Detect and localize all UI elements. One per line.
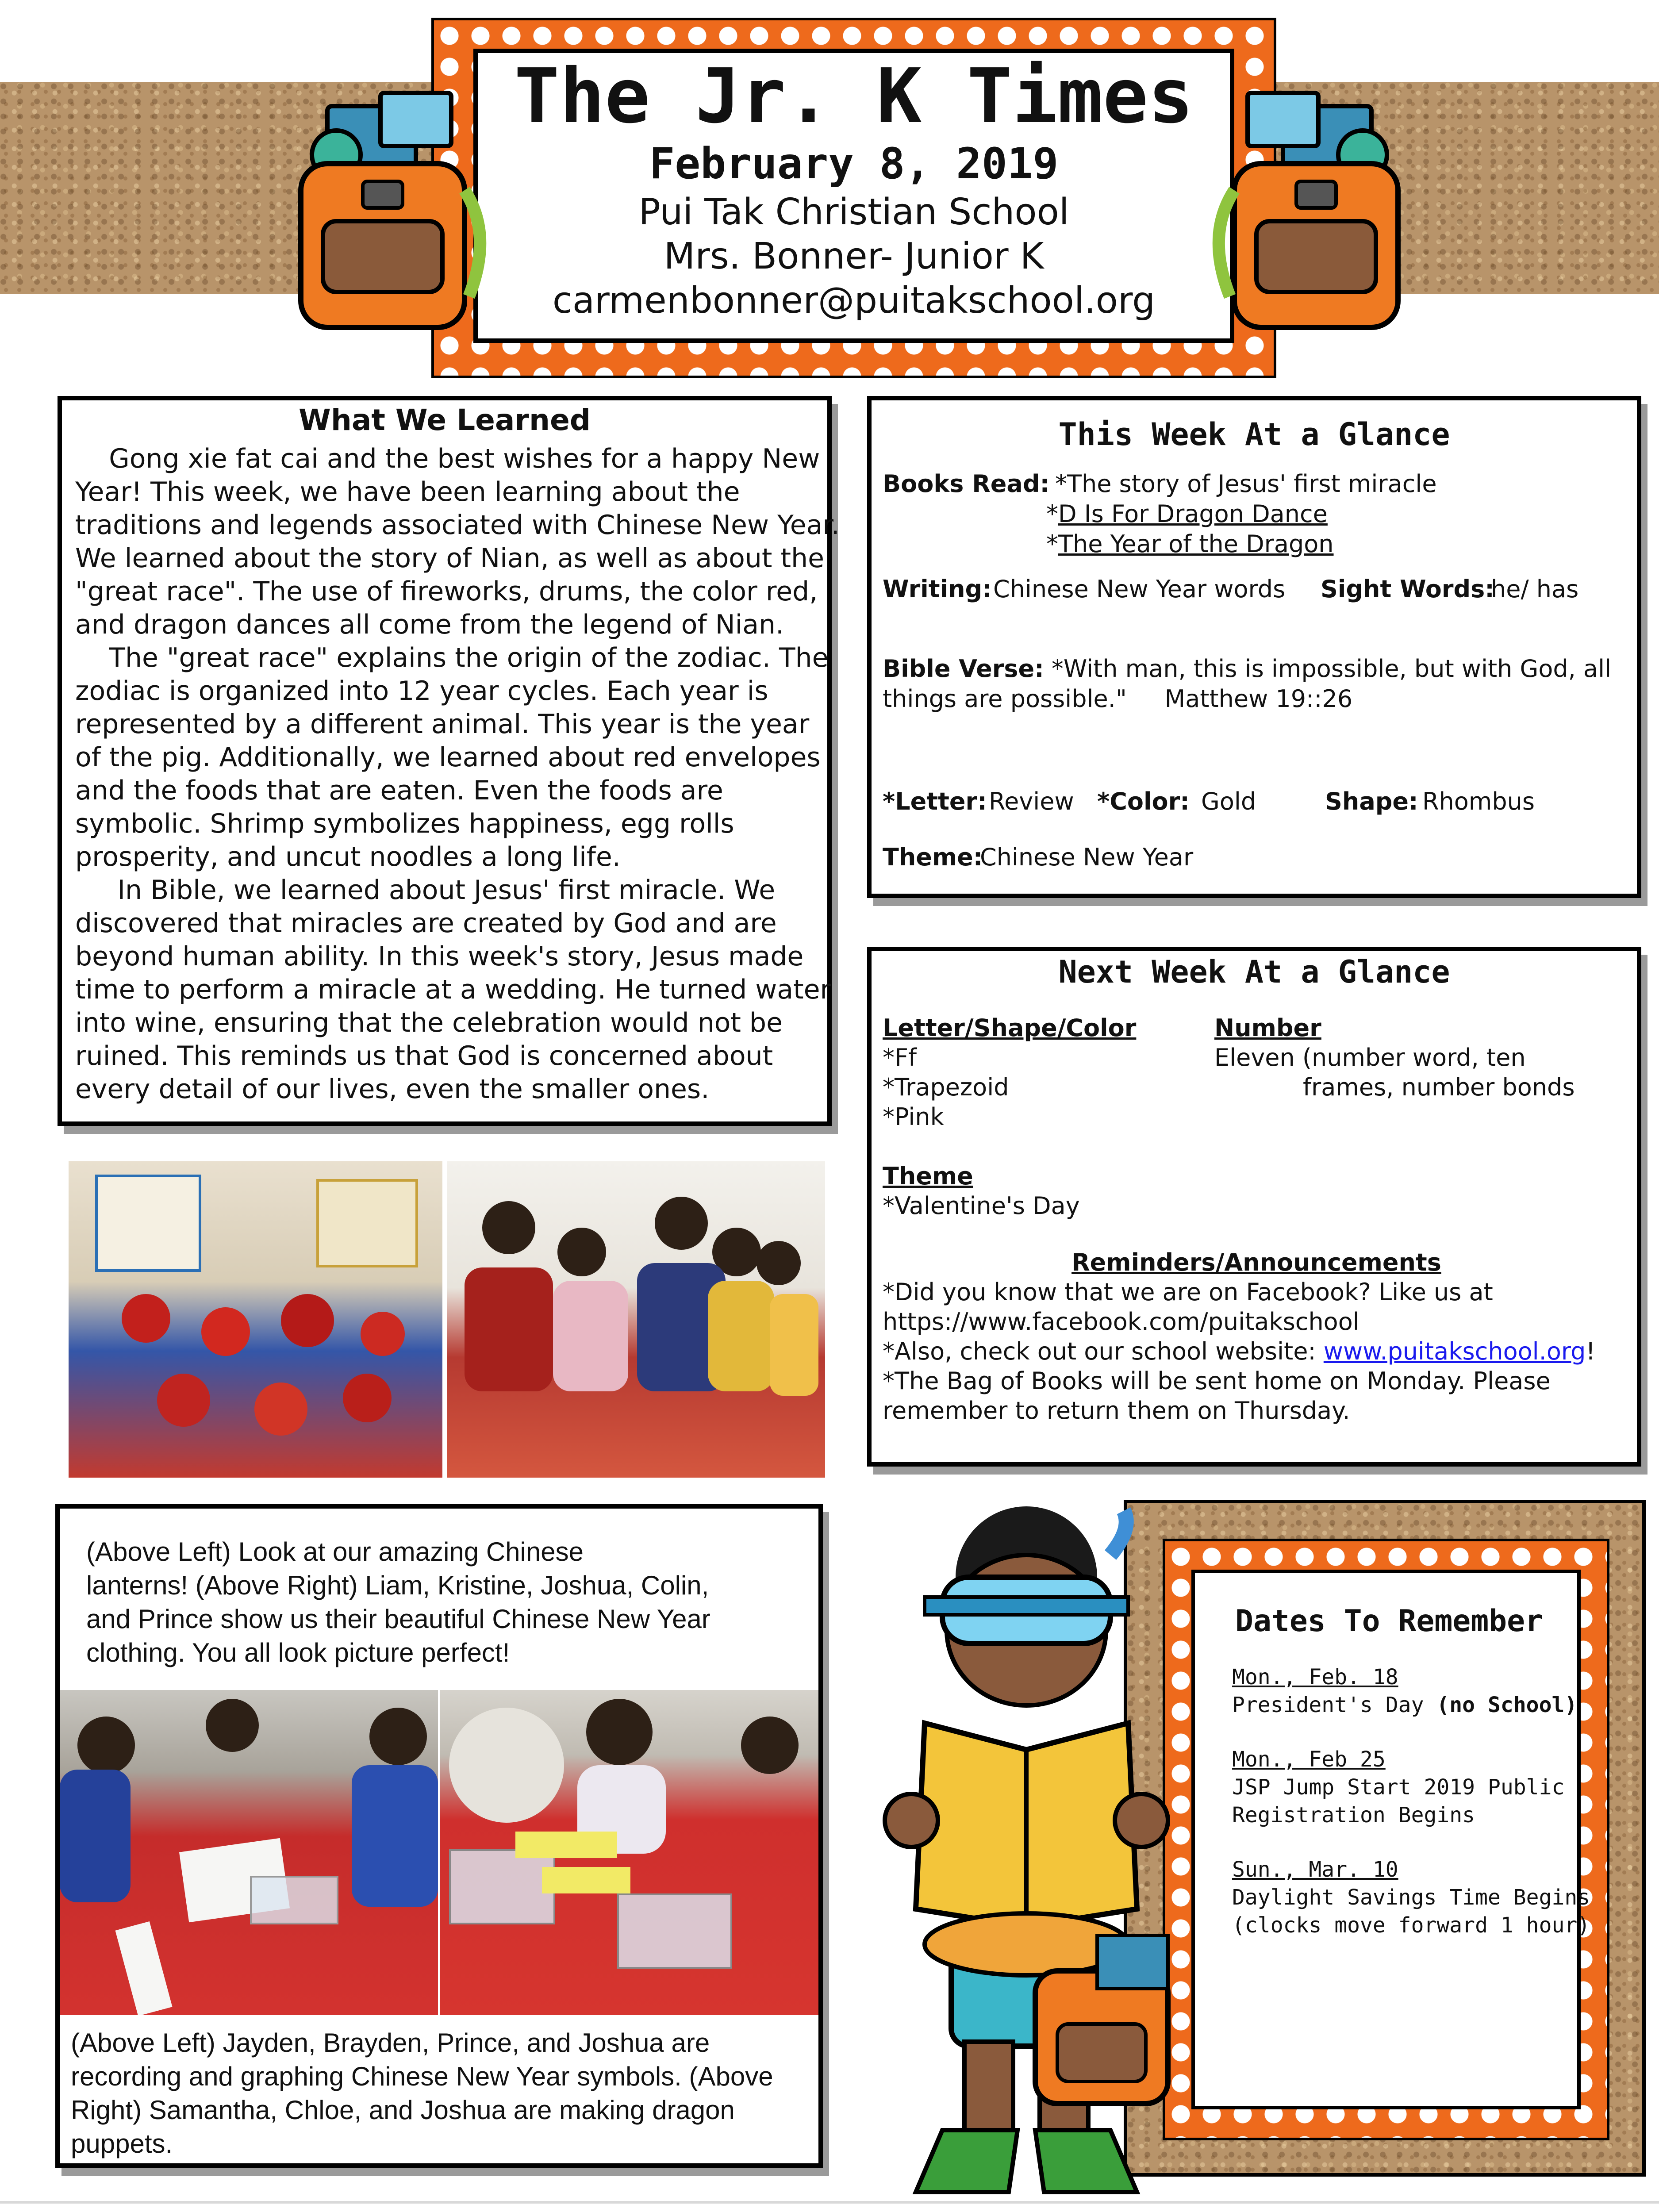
teacher-email[interactable]: carmenbonner@puitakschool.org — [552, 280, 1156, 322]
paragraph: Gong xie fat cai and the best wishes for a happy New Year! This week, we have been learning about the traditions and legends associated with Chinese New Year. We learned about the story of Nian, as well as about the "great race". The use of fireworks, drums, the color red, and dragon dances all come from the legend of Nian. — [75, 443, 840, 640]
caption-bottom: (Above Left) Jayden, Brayden, Prince, and Joshua are recording and graphing Chinese New Year symbols. (Above Right) Samantha, Chloe, and Joshua are making dragon puppets. — [71, 2028, 773, 2158]
next-week-heading: Next Week At a Glance — [1058, 954, 1450, 990]
newsletter-date: February 8, 2019 — [649, 139, 1059, 188]
backpack-icon — [1203, 88, 1425, 336]
photo-dragon-puppets — [440, 1690, 818, 2015]
caption-top: (Above Left) Look at our amazing Chinese lanterns! (Above Right) Liam, Kristine, Joshua, Colin, and Prince show us their beautiful Chinese New Year clothing. You all look picture perfect! — [86, 1537, 710, 1667]
photo-lanterns — [69, 1161, 442, 1478]
paragraph: The "great race" explains the origin of the zodiac. The zodiac is organized into 12 year cycles. Each year is represented by a different animal. This year is the year of the pig. Additionally, we learned about red envelopes and the foods that are eaten. Even the foods are symbolic. Shrimp symbolizes happiness, egg rolls prosperity, and uncut noodles a long life. — [75, 642, 829, 872]
book-1: *The story of Jesus' first miracle — [1055, 470, 1437, 498]
newsletter-title: The Jr. K Times — [514, 53, 1194, 140]
paragraph: In Bible, we learned about Jesus' first miracle. We discovered that miracles are created by God and are beyond human ability. In this week's story, Jesus made time to perform a miracle at a wedding. He turned water into wine, ensuring that the celebration would not be ruined. This reminds us that God is concerned about every detail of our lives, even the smaller ones. — [75, 875, 831, 1105]
reading-kid-icon — [849, 1502, 1230, 2201]
teacher-name: Mrs. Bonner- Junior K — [664, 235, 1044, 277]
books-read — [883, 469, 1630, 559]
photo-graphing-symbols — [60, 1690, 438, 2015]
date-item: Sun., Mar. 10 Daylight Savings Time Begins (clocks move forward 1 hour) — [1232, 1857, 1590, 1938]
date-item: Mon., Feb 25 JSP Jump Start 2019 Public Registration Begins — [1232, 1747, 1565, 1828]
what-we-learned-text — [75, 442, 840, 1106]
letter-color-shape-row: *Letter: Review *Color: Gold Shape: Rhombus — [883, 787, 1535, 815]
this-week-heading: This Week At a Glance — [1058, 416, 1450, 453]
books-read-label: Books Read: — [883, 470, 1050, 498]
bible-verse: Bible Verse: *With man, this is impossible, but with God, all things are possible." Matthew 19::26 — [883, 655, 1612, 713]
dates-list — [1232, 1663, 1590, 1939]
book-3: *The Year of the Dragon — [1046, 530, 1334, 558]
bottom-rule — [0, 2201, 1659, 2204]
what-we-learned-heading: What We Learned — [299, 403, 591, 437]
theme-block: Theme *Valentine's Day — [883, 1162, 1080, 1220]
dates-heading: Dates To Remember — [1235, 1604, 1543, 1639]
reminders: Reminders/Announcements *Did you know that we are on Facebook? Like us at https://www.facebook.com/puitakschool *Also, check out our school website: www.puitakschool.org! *The Bag of Books will be sent home on Monday. Please remember to return them on Thursday. — [883, 1248, 1596, 1425]
book-2: *D Is For Dragon Dance — [1046, 500, 1328, 528]
backpack-icon — [274, 88, 495, 336]
theme-row: Theme: Chinese New Year — [883, 843, 1194, 871]
photo-new-year-clothing — [447, 1161, 825, 1478]
date-item: Mon., Feb. 18 President's Day (no School) — [1232, 1665, 1578, 1717]
this-week-content — [883, 469, 1630, 872]
school-name: Pui Tak Christian School — [638, 191, 1069, 233]
lsc-column: Letter/Shape/Color *Ff *Trapezoid *Pink — [883, 1014, 1137, 1131]
number-column: Number Eleven (number word, ten frames, number bonds — [1214, 1014, 1575, 1101]
writing-row: Writing: Chinese New Year words Sight Words: he/ has — [883, 575, 1579, 603]
school-website-link[interactable]: www.puitakschool.org — [1323, 1337, 1586, 1365]
